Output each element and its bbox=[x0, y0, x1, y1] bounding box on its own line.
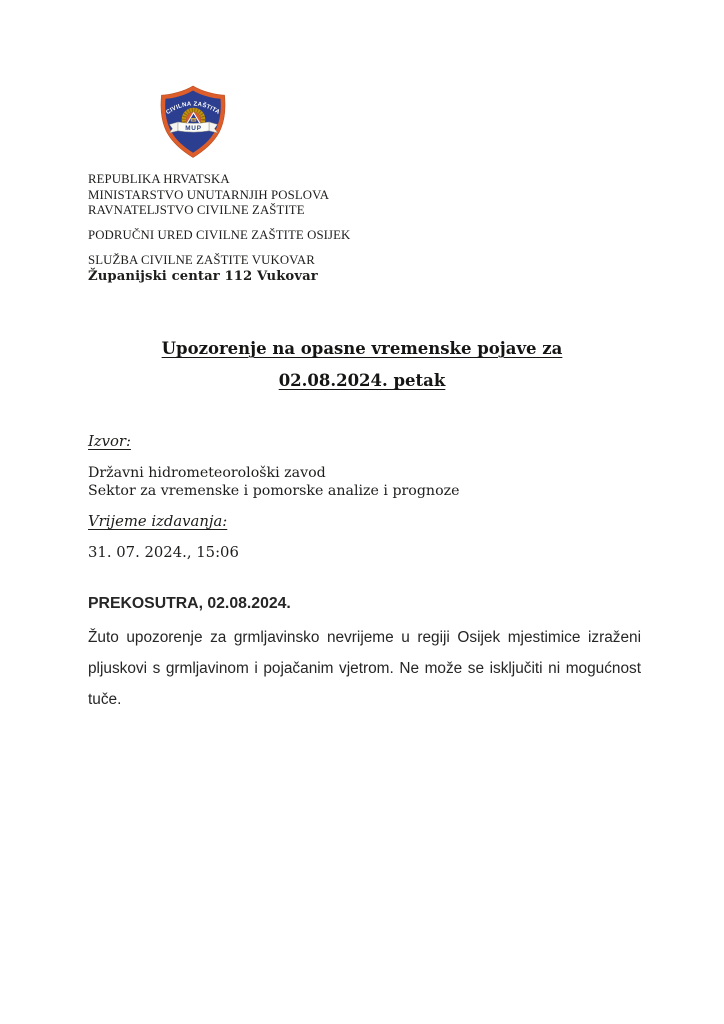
source-label: Izvor: bbox=[88, 433, 131, 450]
source-institution: Državni hidrometeorološki zavod bbox=[88, 465, 326, 481]
logo-112-text: 112 bbox=[191, 118, 196, 122]
document-title bbox=[0, 339, 724, 390]
source-sector: Sektor za vremenske i pomorske analize i prognoze bbox=[88, 482, 460, 499]
warning-day-heading: PREKOSUTRA, 02.08.2024. bbox=[88, 595, 291, 612]
title-line-1: Upozorenje na opasne vremenske pojave za bbox=[161, 339, 563, 358]
issue-time-label: Vrijeme izdavanja: bbox=[88, 513, 228, 530]
warning-text: Žuto upozorenje za grmljavinsko nevrijeme u regiji Osijek mjestimice izraženi pljuskovi s grmljavinom i pojačanim vjetrom. Ne može se isključiti ni mogućnost tuče. bbox=[88, 629, 641, 708]
logo-arc-text: CIVILNA ZAŠTITA bbox=[165, 101, 221, 117]
civil-protection-shield-icon bbox=[157, 85, 229, 159]
civil-protection-logo bbox=[157, 85, 229, 159]
header-service-line: SLUŽBA CIVILNE ZAŠTITE VUKOVAR bbox=[88, 253, 315, 267]
header-regional-office-line: PODRUČNI URED CIVILNE ZAŠTITE OSIJEK bbox=[88, 228, 351, 242]
header-county-center-line: Županijski centar 112 Vukovar bbox=[88, 268, 318, 284]
issue-datetime: 31. 07. 2024., 15:06 bbox=[88, 544, 239, 561]
logo-mup-text: MUP bbox=[185, 124, 202, 132]
ministry-header bbox=[88, 172, 350, 284]
header-ministry-line: MINISTARSTVO UNUTARNJIH POSLOVA bbox=[88, 187, 330, 202]
title-line-2: 02.08.2024. petak bbox=[278, 371, 446, 390]
source-lines bbox=[88, 465, 459, 500]
header-directorate-line: RAVNATELJSTVO CIVILNE ZAŠTITE bbox=[88, 203, 305, 217]
header-republic-line: REPUBLIKA HRVATSKA bbox=[88, 172, 230, 186]
